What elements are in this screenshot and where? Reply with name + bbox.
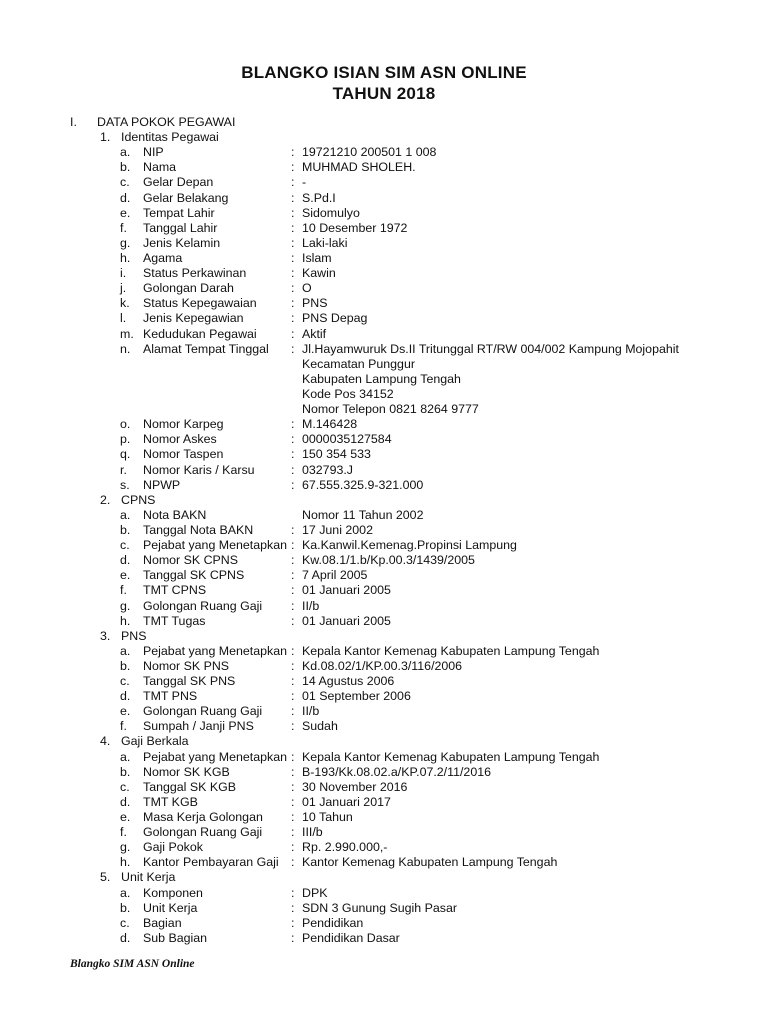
field-separator: : [291,417,295,432]
field-label: Tanggal Lahir [143,220,218,235]
field-value: Aktif [302,326,327,341]
field-separator: : [291,190,295,205]
field-label: Pejabat yang Menetapkan [143,643,287,658]
field-value: 01 September 2006 [302,689,411,704]
field-label: TMT CPNS [143,583,207,598]
field-value: B-193/Kk.08.02.a/KP.07.2/11/2016 [302,764,491,779]
field-row [0,387,768,402]
field-separator: : [291,341,295,356]
field-separator: : [291,779,295,794]
page-footer: Blangko SIM ASN Online [70,958,195,970]
field-label: Nomor SK KGB [143,764,230,779]
field-separator: : [291,764,295,779]
field-value: Jl.Hayamwuruk Ds.II Tritunggal RT/RW 004/002 Kampung Mojopahit [302,341,679,356]
section-title: DATA POKOK PEGAWAI [97,115,236,129]
field-value: 30 November 2016 [302,779,408,794]
field-label: Sumpah / Janji PNS [143,719,254,734]
field-separator: : [291,930,295,945]
field-letter: b. [120,764,131,779]
field-separator: : [291,598,295,613]
field-row [0,840,768,855]
group-number: 5. [100,870,111,885]
field-row [0,327,768,342]
field-value: Kawin [302,266,336,281]
field-row [0,508,768,523]
field-value: II/b [302,598,320,613]
field-letter: d. [120,190,131,205]
field-letter: d. [120,794,131,809]
field-label: Status Kepegawaian [143,296,257,311]
field-separator: : [291,583,295,598]
field-letter: a. [120,643,131,658]
field-letter: b. [120,160,131,175]
field-letter: a. [120,885,131,900]
group-number: 4. [100,734,111,749]
field-letter: e. [120,810,131,825]
field-row [0,750,768,765]
field-separator: : [291,432,295,447]
field-value: 150 354 533 [302,447,371,462]
field-row [0,931,768,946]
field-letter: g. [120,235,131,250]
field-row [0,719,768,734]
field-label: Jenis Kepegawian [143,311,244,326]
field-value: Laki-laki [302,235,348,250]
field-separator: : [291,477,295,492]
field-label: Golongan Ruang Gaji [143,598,263,613]
field-row [0,145,768,160]
field-separator: : [291,296,295,311]
field-value: Kepala Kantor Kemenag Kabupaten Lampung Tengah [302,643,600,658]
field-value: 01 Januari 2017 [302,794,391,809]
field-letter: k. [120,296,130,311]
field-value: Rp. 2.990.000,- [302,840,388,855]
field-row [0,266,768,281]
field-label: Alamat Tempat Tinggal [143,341,269,356]
form-content [0,115,768,946]
field-separator: : [291,538,295,553]
group-title: PNS [121,628,147,643]
field-row [0,614,768,629]
group-title: Unit Kerja [121,870,176,885]
field-letter: h. [120,613,131,628]
field-label: NIP [143,145,164,160]
field-letter: h. [120,250,131,265]
field-letter: a. [120,749,131,764]
field-value: Ka.Kanwil.Kemenag.Propinsi Lampung [302,538,517,553]
field-row [0,855,768,870]
field-value: III/b [302,825,323,840]
field-letter: f. [120,583,127,598]
field-separator: : [291,145,295,160]
field-separator: : [291,250,295,265]
field-separator: : [291,553,295,568]
field-value: Islam [302,250,332,265]
field-row [0,281,768,296]
field-row [0,432,768,447]
field-separator: : [291,658,295,673]
field-letter: b. [120,522,131,537]
field-letter: c. [120,538,130,553]
group-number: 3. [100,628,111,643]
field-row [0,704,768,719]
field-letter: e. [120,704,131,719]
field-value: Sudah [302,719,338,734]
field-letter: c. [120,915,130,930]
field-separator: : [291,326,295,341]
field-letter: d. [120,553,131,568]
field-letter: b. [120,658,131,673]
field-value: PNS [302,296,328,311]
field-separator: : [291,160,295,175]
field-label: Golongan Darah [143,281,234,296]
field-row [0,901,768,916]
field-value: 0000035127584 [302,432,392,447]
field-value: Kantor Kemenag Kabupaten Lampung Tengah [302,855,558,870]
field-value: Pendidikan [302,915,364,930]
field-row [0,463,768,478]
field-letter: e. [120,205,131,220]
document-subtitle: TAHUN 2018 [332,84,436,103]
field-label: Pejabat yang Menetapkan [143,749,287,764]
field-value: 10 Desember 1972 [302,220,408,235]
field-separator: : [291,704,295,719]
field-value: Sidomulyo [302,205,360,220]
field-value: SDN 3 Gunung Sugih Pasar [302,900,457,915]
section-heading [0,115,768,130]
group-heading [0,629,768,644]
field-value: II/b [302,704,320,719]
field-letter: c. [120,175,130,190]
field-label: NPWP [143,477,181,492]
field-label: Tempat Lahir [143,205,215,220]
field-letter: l. [120,311,127,326]
field-label: Nama [143,160,177,175]
field-label: Masa Kerja Golongan [143,810,263,825]
field-label: Nomor Karis / Karsu [143,462,255,477]
field-row [0,599,768,614]
field-separator: : [291,175,295,190]
field-value: 7 April 2005 [302,568,368,583]
field-letter: e. [120,568,131,583]
field-label: Nota BAKN [143,507,207,522]
field-value: S.Pd.I [302,190,336,205]
field-row [0,810,768,825]
field-label: Gelar Belakang [143,190,229,205]
field-separator: : [291,749,295,764]
field-letter: g. [120,840,131,855]
field-row [0,251,768,266]
field-value: 19721210 200501 1 008 [302,145,437,160]
field-separator: : [291,719,295,734]
group-heading [0,734,768,749]
field-row [0,765,768,780]
field-row [0,342,768,357]
field-row [0,372,768,387]
field-label: Sub Bagian [143,930,208,945]
field-value: Nomor Telepon 0821 8264 9777 [302,402,479,417]
field-label: TMT PNS [143,689,198,704]
field-value: - [302,175,307,190]
field-letter: m. [120,326,134,341]
field-label: Gelar Depan [143,175,214,190]
field-separator: : [291,235,295,250]
field-separator: : [291,220,295,235]
field-label: Pejabat yang Menetapkan [143,538,287,553]
field-row [0,206,768,221]
field-value: Kepala Kantor Kemenag Kabupaten Lampung Tengah [302,749,600,764]
field-value: Nomor 11 Tahun 2002 [302,507,424,522]
field-row [0,825,768,840]
group-title: Identitas Pegawai [121,130,219,145]
field-label: Tanggal Nota BAKN [143,522,254,537]
field-label: TMT KGB [143,794,198,809]
field-separator: : [291,810,295,825]
field-value: Kd.08.02/1/KP.00.3/116/2006 [302,658,463,673]
document-title: BLANGKO ISIAN SIM ASN ONLINE [241,63,527,82]
field-value: Kecamatan Punggur [302,356,415,371]
field-value: Kabupaten Lampung Tengah [302,371,461,386]
field-label: Nomor SK PNS [143,658,230,673]
field-letter: c. [120,674,130,689]
group-title: CPNS [121,492,156,507]
field-letter: a. [120,145,131,160]
field-label: TMT Tugas [143,613,206,628]
field-separator: : [291,643,295,658]
field-letter: r. [120,462,127,477]
field-letter: i. [120,266,127,281]
field-row [0,780,768,795]
field-letter: d. [120,930,131,945]
field-value: 01 Januari 2005 [302,613,391,628]
field-row [0,311,768,326]
field-separator: : [291,840,295,855]
field-row [0,296,768,311]
field-letter: p. [120,432,131,447]
field-letter: d. [120,689,131,704]
field-letter: c. [120,779,130,794]
field-row [0,357,768,372]
field-separator: : [291,568,295,583]
field-label: Golongan Ruang Gaji [143,704,263,719]
field-separator: : [291,462,295,477]
field-row [0,568,768,583]
field-separator: : [291,855,295,870]
field-separator: : [291,205,295,220]
group-heading [0,130,768,145]
group-number: 2. [100,492,111,507]
group-number: 1. [100,130,111,145]
field-separator: : [291,794,295,809]
field-letter: f. [120,825,127,840]
field-row [0,191,768,206]
field-row [0,402,768,417]
field-value: Kw.08.1/1.b/Kp.00.3/1439/2005 [302,553,475,568]
field-value: MUHMAD SHOLEH. [302,160,416,175]
group-title: Gaji Berkala [121,734,189,749]
field-letter: n. [120,341,131,356]
field-value: DPK [302,885,328,900]
section-number: I. [70,115,77,129]
field-row [0,583,768,598]
field-label: Kantor Pembayaran Gaji [143,855,279,870]
field-separator: : [291,447,295,462]
field-label: Nomor Taspen [143,447,224,462]
field-value: 67.555.325.9-321.000 [302,477,424,492]
field-label: Golongan Ruang Gaji [143,825,263,840]
field-label: Status Perkawinan [143,266,247,281]
field-separator: : [291,825,295,840]
field-label: Nomor SK CPNS [143,553,239,568]
field-value: Kode Pos 34152 [302,386,394,401]
field-label: Bagian [143,915,182,930]
field-value: 17 Juni 2002 [302,522,373,537]
field-row [0,659,768,674]
field-label: Jenis Kelamin [143,235,221,250]
field-letter: h. [120,855,131,870]
field-label: Tanggal SK PNS [143,674,236,689]
field-letter: b. [120,900,131,915]
field-label: Agama [143,250,183,265]
field-row [0,644,768,659]
field-row [0,221,768,236]
field-separator: : [291,915,295,930]
field-letter: j. [120,281,127,296]
field-row [0,916,768,931]
field-row [0,478,768,493]
field-letter: o. [120,417,131,432]
field-value: 10 Tahun [302,810,353,825]
field-separator: : [291,281,295,296]
field-separator: : [291,522,295,537]
field-label: Gaji Pokok [143,840,203,855]
field-row [0,674,768,689]
field-separator: : [291,311,295,326]
field-row [0,795,768,810]
field-separator: : [291,885,295,900]
field-label: Nomor Askes [143,432,217,447]
field-value: PNS Depag [302,311,368,326]
field-label: Tanggal SK CPNS [143,568,245,583]
field-label: Tanggal SK KGB [143,779,236,794]
field-value: 01 Januari 2005 [302,583,391,598]
field-row [0,417,768,432]
field-value: O [302,281,312,296]
field-row [0,160,768,175]
field-label: Komponen [143,885,203,900]
field-row [0,175,768,190]
field-row [0,523,768,538]
field-separator: : [291,674,295,689]
field-row [0,886,768,901]
field-letter: g. [120,598,131,613]
group-heading [0,493,768,508]
field-label: Kedudukan Pegawai [143,326,257,341]
field-letter: f. [120,220,127,235]
field-letter: s. [120,477,130,492]
field-value: M.146428 [302,417,358,432]
field-value: 14 Agustus 2006 [302,674,395,689]
field-row [0,538,768,553]
field-value: Pendidikan Dasar [302,930,400,945]
field-row [0,689,768,704]
field-row [0,447,768,462]
field-label: Nomor Karpeg [143,417,224,432]
field-value: 032793.J [302,462,353,477]
field-separator: : [291,689,295,704]
group-heading [0,870,768,885]
field-separator: : [291,613,295,628]
field-letter: q. [120,447,131,462]
field-row [0,236,768,251]
field-letter: f. [120,719,127,734]
field-letter: a. [120,507,131,522]
field-separator: : [291,900,295,915]
field-separator: : [291,266,295,281]
field-row [0,553,768,568]
field-label: Unit Kerja [143,900,198,915]
